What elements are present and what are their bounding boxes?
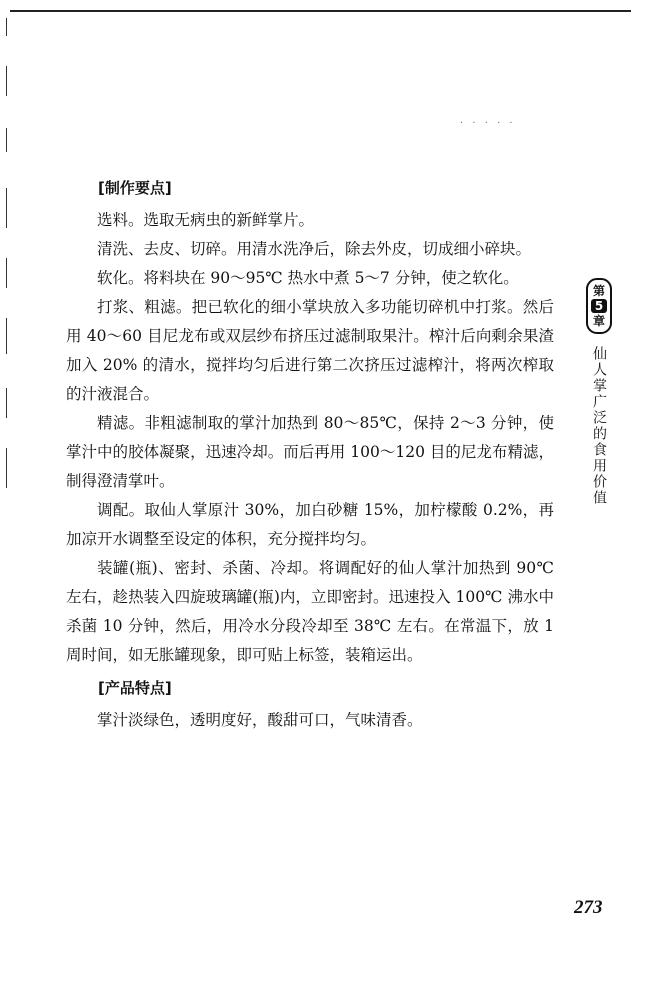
chapter-badge [586, 278, 612, 334]
chapter-suffix: 章 [592, 314, 605, 328]
page-body [66, 170, 554, 735]
section-heading-features: [产品特点] [98, 679, 172, 697]
paragraph-fine-filter: 精滤。非粗滤制取的掌汁加热到 80～85℃，保持 2～3 分钟，使掌汁中的胶体凝聚，迅速冷却。而后再用 100～120 目的尼龙布精滤，制得澄清掌叶。 [66, 414, 554, 490]
section-heading-preparation: [制作要点] [98, 179, 172, 197]
chapter-side-tab [584, 278, 614, 506]
binding-margin-marks [6, 18, 8, 498]
paragraph-softening: 软化。将料块在 90～95℃ 热水中煮 5～7 分钟，使之软化。 [97, 269, 519, 287]
paragraph-pulping: 打浆、粗滤。把已软化的细小掌块放入多功能切碎机中打浆。然后用 40～60 目尼龙布或双层纱布挤压过滤制取果汁。榨汁后向剩余果渣加入 20% 的清水，搅拌均匀后进行第二次挤压过滤榨汁，将两次榨取的汁液混合。 [66, 298, 554, 403]
paragraph-blending: 调配。取仙人掌原汁 30%，加白砂糖 15%，加柠檬酸 0.2%，再加凉开水调整至设定的体积，充分搅拌均匀。 [66, 501, 554, 548]
scan-speckle: · · · · · [460, 118, 516, 129]
top-rule [10, 10, 631, 12]
chapter-prefix: 第 [592, 284, 605, 298]
chapter-side-title: 仙人掌广泛的食用价值 [591, 346, 607, 506]
chapter-number: 5 [591, 299, 607, 313]
paragraph-canning: 装罐(瓶)、密封、杀菌、冷却。将调配好的仙人掌汁加热到 90℃ 左右，趁热装入四旋玻璃罐(瓶)内，立即密封。迅速投入 100℃ 沸水中杀菌 10 分钟，然后，用冷水分段冷却至 38℃ 左右。在常温下，放 1 周时间，如无胀罐现象，即可贴上标签，装箱运出。 [66, 559, 554, 664]
paragraph-selection: 选料。选取无病虫的新鲜掌片。 [97, 211, 315, 229]
paragraph-product-feature: 掌汁淡绿色，透明度好，酸甜可口，气味清香。 [97, 711, 423, 729]
page-number: 273 [574, 897, 603, 918]
paragraph-washing: 清洗、去皮、切碎。用清水洗净后，除去外皮，切成细小碎块。 [97, 240, 532, 258]
